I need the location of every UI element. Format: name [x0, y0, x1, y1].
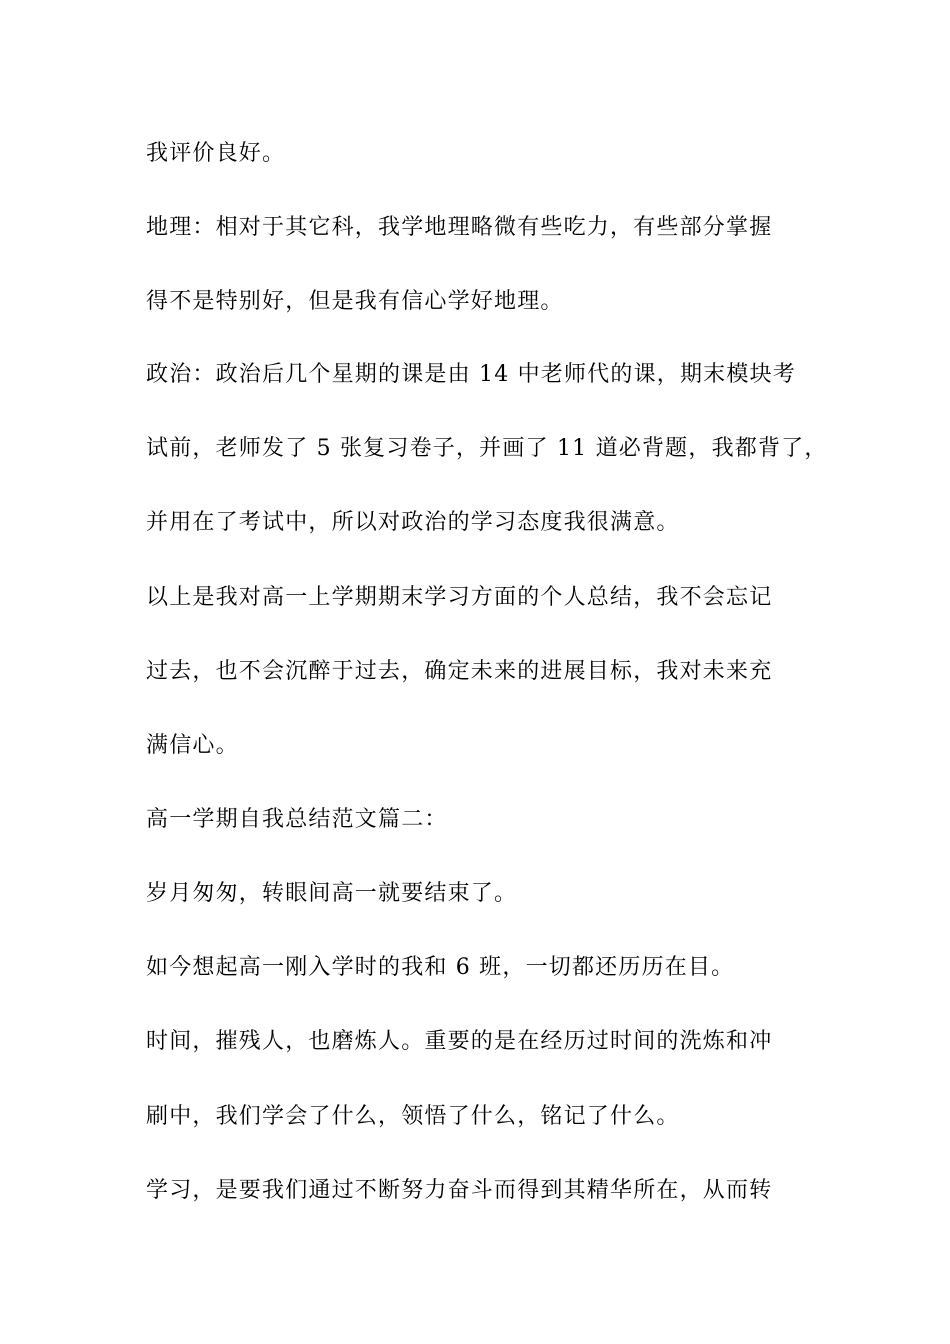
text-line: 试前，老师发了 5 张复习卷子，并画了 11 道必背题，我都背了，: [146, 436, 828, 461]
text-line: 我评价良好。: [146, 141, 286, 166]
section-heading: 高一学期自我总结范文篇二：: [146, 807, 448, 832]
text-line: 满信心。: [146, 733, 239, 758]
text-line: 地理：相对于其它科，我学地理略微有些吃力，有些部分掌握: [146, 215, 773, 240]
text-line: 学习，是要我们通过不断努力奋斗而得到其精华所在，从而转: [146, 1178, 773, 1203]
text-line: 时间，摧残人，也磨炼人。重要的是在经历过时间的洗炼和冲: [146, 1029, 773, 1054]
text-line: 过去，也不会沉醉于过去，确定未来的进展目标，我对未来充: [146, 659, 773, 684]
text-line: 岁月匆匆，转眼间高一就要结束了。: [146, 881, 518, 906]
text-line: 政治：政治后几个星期的课是由 14 中老师代的课，期末模块考: [146, 362, 796, 387]
text-line: 并用在了考试中，所以对政治的学习态度我很满意。: [146, 510, 680, 535]
text-line: 得不是特别好，但是我有信心学好地理。: [146, 289, 564, 314]
text-line: 刷中，我们学会了什么，领悟了什么，铭记了什么。: [146, 1104, 680, 1129]
text-line: 如今想起高一刚入学时的我和 6 班，一切都还历历在目。: [146, 955, 735, 980]
text-line: 以上是我对高一上学期期末学习方面的个人总结，我不会忘记: [146, 585, 773, 610]
